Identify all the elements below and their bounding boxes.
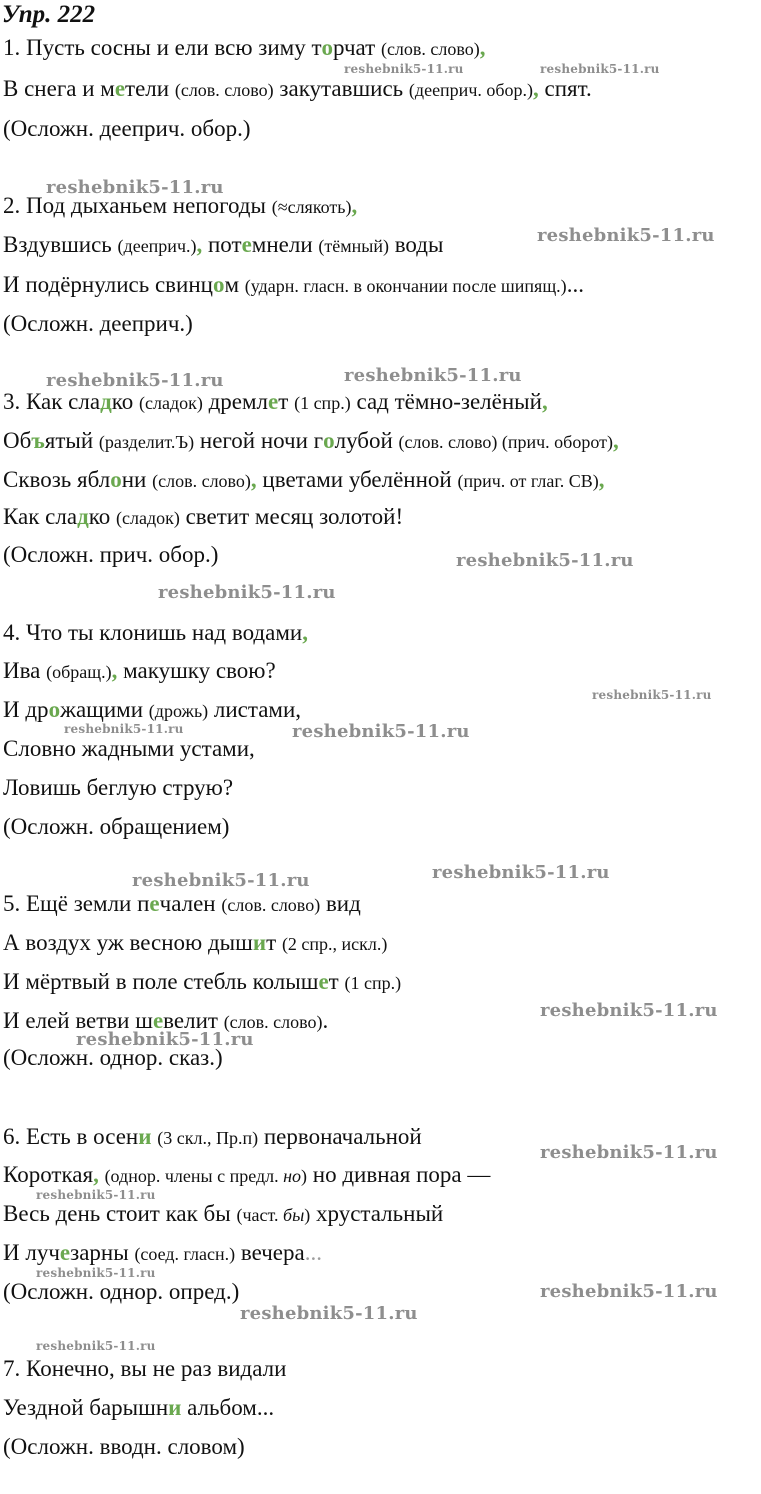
text-segment: ко	[88, 504, 116, 529]
text-segment: .	[322, 1008, 329, 1033]
highlighted-letter: е	[241, 232, 252, 257]
text-segment: 2. Под дыханьем непогоды	[3, 193, 272, 218]
watermark: reshebnik5-11.ru	[540, 1000, 718, 1021]
text-segment: 5. Ещё земли п	[3, 891, 150, 916]
watermark: reshebnik5-11.ru	[344, 62, 464, 76]
highlighted-letter: ,	[533, 76, 539, 101]
text-segment: (Осложн. дееприч. обор.)	[3, 116, 251, 141]
annotation-note: (дрожь)	[148, 701, 209, 721]
text-segment: 1. Пусть сосны и ели всю зиму т	[3, 35, 322, 60]
text-line	[3, 1354, 286, 1384]
text-segment: дремл	[202, 389, 269, 414]
text-segment: закутавшись	[273, 76, 409, 101]
text-segment: лубой	[334, 428, 399, 453]
text-segment: Вздувшись	[3, 232, 118, 257]
watermark: reshebnik5-11.ru	[240, 1303, 418, 1324]
text-line	[3, 734, 255, 764]
exercise-title: Упр. 222	[2, 1, 96, 28]
text-segment: зарны	[70, 1240, 135, 1265]
text-line	[3, 426, 619, 457]
watermark: reshebnik5-11.ru	[456, 550, 634, 571]
watermark: reshebnik5-11.ru	[540, 1281, 718, 1302]
annotation-note: (слов. слово)	[152, 471, 251, 491]
watermark: reshebnik5-11.ru	[540, 1142, 718, 1163]
text-segment: И мёртвый в поле стебль колыш	[3, 969, 319, 994]
text-segment: велит	[163, 1008, 224, 1033]
text-line	[3, 656, 276, 687]
text-line	[3, 1393, 274, 1423]
annotation-note: (соед. гласн.)	[134, 1244, 236, 1264]
watermark: reshebnik5-11.ru	[36, 1266, 156, 1280]
text-segment: вечера	[235, 1240, 305, 1265]
text-segment: (Осложн. прич. обор.)	[3, 542, 219, 567]
text-segment: (Осложн. однор. сказ.)	[3, 1045, 223, 1070]
highlighted-letter: ,	[302, 620, 308, 645]
annotation-note: (слов. слово)	[221, 895, 321, 915]
text-segment: 4. Что ты клонишь над водами	[3, 620, 303, 645]
text-line	[3, 1199, 443, 1230]
annotation-note: (част.	[236, 1205, 284, 1225]
text-segment: пот	[202, 232, 242, 257]
text-segment: ...	[566, 272, 584, 297]
text-line	[3, 309, 193, 339]
text-segment: т	[266, 930, 282, 955]
text-segment: Весь день стоит как бы	[3, 1201, 237, 1226]
text-line	[3, 74, 592, 105]
text-segment: Об	[3, 428, 32, 453]
annotation-note: (1 спр.)	[344, 973, 402, 993]
highlighted-letter: о	[321, 35, 334, 60]
annotation-note: (2 спр., искл.)	[281, 934, 388, 954]
highlighted-letter: ,	[351, 193, 358, 218]
text-segment: И луч	[3, 1240, 60, 1265]
highlighted-letter: ,	[250, 467, 257, 492]
text-segment: сад тёмно-зелёный	[350, 389, 542, 414]
text-line	[3, 540, 218, 570]
text-segment: жащими	[60, 697, 149, 722]
highlighted-letter: о	[110, 467, 122, 492]
text-line	[3, 773, 233, 803]
watermark: reshebnik5-11.ru	[64, 722, 184, 736]
highlighted-letter: ...	[304, 1240, 322, 1265]
highlighted-letter: ,	[479, 35, 486, 60]
text-segment: макушку свою?	[117, 658, 276, 683]
watermark: reshebnik5-11.ru	[592, 688, 712, 702]
text-segment: первоначальной	[258, 1124, 422, 1149]
annotation-note: (≈слякоть)	[271, 197, 352, 217]
highlighted-letter: и	[138, 1124, 152, 1149]
watermark: reshebnik5-11.ru	[344, 365, 522, 386]
text-segment: Словно жадными устами,	[3, 736, 255, 761]
text-segment: воды	[388, 232, 444, 257]
text-line	[3, 114, 251, 144]
annotation-note: (слов. слово)	[380, 39, 480, 59]
highlighted-letter: е	[318, 969, 329, 994]
annotation-note: (разделит.Ъ)	[98, 432, 195, 452]
text-segment: (Осложн. обращением)	[3, 814, 230, 839]
text-line	[3, 502, 403, 533]
annotation-note: бы	[283, 1205, 305, 1225]
highlighted-letter: ъ	[31, 428, 45, 453]
text-line	[3, 33, 486, 64]
highlighted-letter: д	[77, 504, 89, 529]
text-line	[3, 230, 443, 261]
text-segment: Ловишь беглую струю?	[3, 775, 234, 800]
text-segment: Уездной барышн	[3, 1395, 169, 1420]
text-segment: тели	[125, 76, 175, 101]
text-segment: негой ночи г	[194, 428, 324, 453]
annotation-note: (обращ.)	[46, 662, 112, 682]
text-segment: Как сла	[3, 504, 78, 529]
text-line	[3, 1122, 422, 1153]
text-segment: альбом...	[181, 1395, 275, 1420]
text-segment: светит месяц золотой!	[179, 504, 404, 529]
highlighted-letter: ,	[196, 232, 203, 257]
text-segment: м	[224, 272, 245, 297]
watermark: reshebnik5-11.ru	[46, 177, 224, 198]
highlighted-letter: е	[149, 891, 160, 916]
text-segment: листами,	[208, 697, 302, 722]
watermark: reshebnik5-11.ru	[537, 225, 715, 246]
text-line	[3, 889, 361, 920]
highlighted-letter: и	[168, 1395, 182, 1420]
highlighted-letter: е	[114, 76, 126, 101]
text-segment: спят.	[538, 76, 592, 101]
annotation-note: (ударн. гласн. в окончании после шипящ.)	[244, 276, 567, 296]
highlighted-letter: о	[48, 697, 61, 722]
text-segment: мнели	[251, 232, 319, 257]
highlighted-letter: е	[268, 389, 279, 414]
text-segment: (Осложн. вводн. словом)	[3, 1434, 245, 1459]
text-segment: Короткая	[3, 1162, 94, 1187]
text-segment: 3. Как сла	[3, 389, 101, 414]
watermark: reshebnik5-11.ru	[132, 870, 310, 891]
text-segment: (Осложн. дееприч.)	[3, 311, 193, 336]
text-line	[3, 967, 401, 998]
annotation-note: (3 скл., Пр.п)	[157, 1128, 259, 1148]
text-line	[3, 1277, 239, 1307]
text-line	[3, 1238, 322, 1269]
watermark: reshebnik5-11.ru	[36, 1339, 156, 1353]
watermark: reshebnik5-11.ru	[158, 582, 336, 603]
text-segment: И елей ветви ш	[3, 1008, 153, 1033]
watermark: reshebnik5-11.ru	[76, 1029, 254, 1050]
annotation-note: (1 спр.)	[294, 393, 351, 413]
highlighted-letter: о	[212, 272, 225, 297]
text-segment: т	[278, 389, 295, 414]
text-line	[3, 270, 584, 301]
watermark: reshebnik5-11.ru	[292, 721, 470, 742]
text-line	[3, 465, 604, 496]
highlighted-letter: е	[59, 1240, 71, 1265]
text-segment: ко	[111, 389, 139, 414]
highlighted-letter: ,	[598, 467, 605, 492]
annotation-note: (слов. слово)	[223, 1012, 323, 1032]
text-line	[3, 812, 229, 842]
annotation-note: (слов. слово)	[174, 80, 274, 100]
text-segment: Сквозь ябл	[3, 467, 111, 492]
text-segment: Ива	[3, 658, 47, 683]
text-segment: т	[328, 969, 345, 994]
text-segment: А воздух уж весною дыш	[3, 930, 253, 955]
annotation-note: (дееприч.)	[117, 236, 197, 256]
annotation-note: (прич. от глаг. СВ)	[457, 471, 599, 491]
text-segment: вид	[320, 891, 361, 916]
text-segment: ятый	[44, 428, 99, 453]
annotation-note: (сладок)	[138, 393, 203, 413]
annotation-note: но	[283, 1166, 302, 1186]
highlighted-letter: ,	[93, 1162, 99, 1187]
text-segment: 7. Конечно, вы не раз видали	[3, 1356, 287, 1381]
annotation-note: (однор. члены с предл.	[104, 1166, 284, 1186]
annotation-note: (сладок)	[115, 508, 180, 528]
text-segment: В снега и м	[3, 76, 115, 101]
text-segment: 6. Есть в осен	[3, 1124, 139, 1149]
highlighted-letter: ,	[612, 428, 619, 453]
highlighted-letter: ,	[111, 658, 118, 683]
text-segment: хрустальный	[310, 1201, 444, 1226]
watermark: reshebnik5-11.ru	[46, 370, 224, 391]
annotation-note: (дееприч. обор.)	[408, 80, 534, 100]
text-segment: рчат	[333, 35, 381, 60]
highlighted-letter: и	[252, 930, 267, 955]
watermark: reshebnik5-11.ru	[432, 862, 610, 883]
annotation-note: )	[304, 1205, 311, 1225]
text-segment: (Осложн. однор. опред.)	[3, 1279, 240, 1304]
text-segment: ни	[121, 467, 153, 492]
highlighted-letter: д	[100, 389, 112, 414]
highlighted-letter: о	[323, 428, 335, 453]
text-line	[3, 618, 308, 648]
annotation-note: )	[301, 1166, 308, 1186]
watermark: reshebnik5-11.ru	[36, 1188, 156, 1202]
watermark: reshebnik5-11.ru	[540, 62, 660, 76]
text-segment: но дивная пора —	[307, 1162, 491, 1187]
text-line	[3, 928, 387, 959]
highlighted-letter: е	[152, 1008, 164, 1033]
highlighted-letter: ,	[541, 389, 548, 414]
annotation-note: (тёмный)	[318, 236, 389, 256]
text-line	[3, 1432, 245, 1462]
text-segment: И др	[3, 697, 49, 722]
text-line	[3, 387, 548, 418]
text-segment: И подёрнулись свинц	[3, 272, 213, 297]
text-line	[3, 1160, 490, 1191]
text-segment: цветами убелённой	[256, 467, 458, 492]
text-segment: чален	[159, 891, 222, 916]
annotation-note: (слов. слово) (прич. оборот)	[398, 432, 613, 452]
